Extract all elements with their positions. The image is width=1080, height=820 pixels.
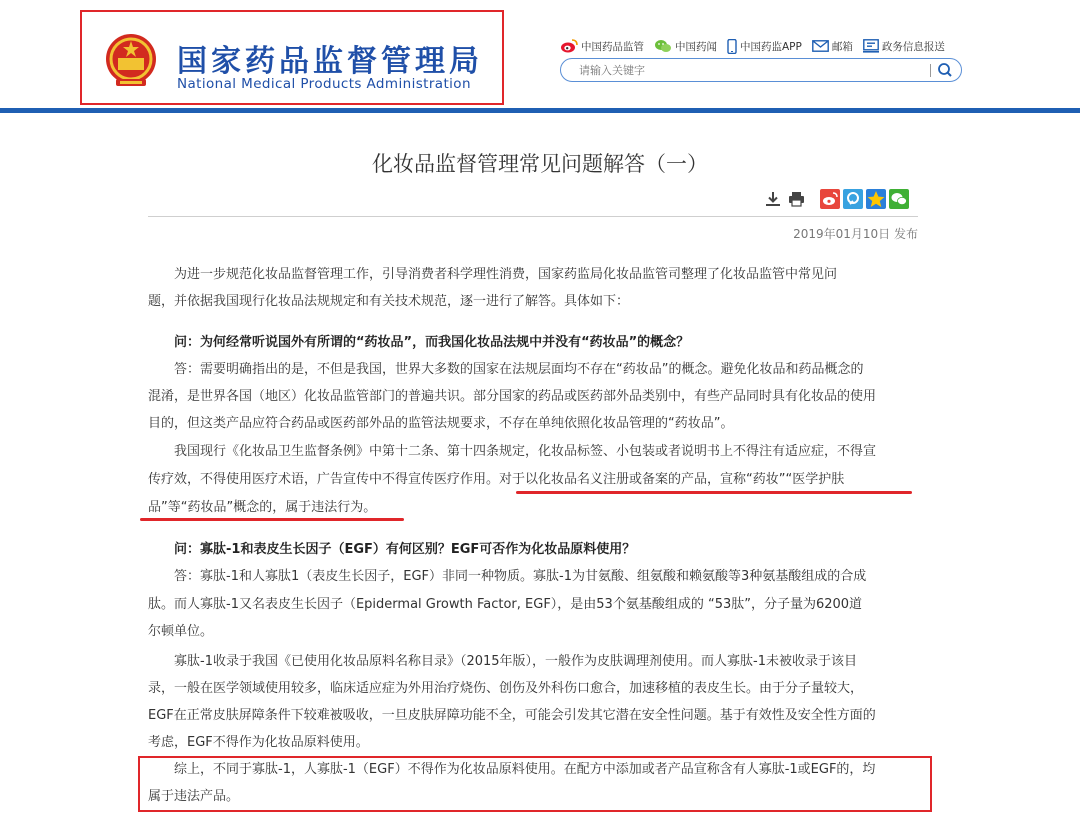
body-line: 答：寡肽-1和人寡肽1（表皮生长因子，EGF）非同一种物质。寡肽-1为甘氨酸、组氨酸和赖氨酸等3种氨基酸组成的合成 (174, 569, 867, 584)
body-line: 为进一步规范化妆品监督管理工作，引导消费者科学理性消费，国家药监局化妆品监管司整理了化妆品监管中常见问 (174, 267, 838, 282)
share-wechat-button[interactable] (889, 189, 909, 209)
weibo-icon (560, 39, 578, 53)
body-line: 混淆，是世界各国（地区）化妆品监管部门的普遍共识。部分国家的药品或医药部外品类别中，有些产品同时具有化妆品的使用 (148, 389, 877, 404)
article-tools (760, 188, 909, 210)
link-label: 中国药品监管 (581, 40, 644, 53)
body-line: 我国现行《化妆品卫生监督条例》中第十二条、第十四条规定，化妆品标签、小包装或者说明书上不得注有适应症，不得宣 (174, 444, 877, 459)
report-icon (863, 39, 879, 53)
print-icon (788, 191, 805, 207)
highlight-box (138, 756, 932, 812)
share-wechat-icon (889, 189, 909, 209)
search-divider (930, 64, 931, 77)
search-box (560, 58, 962, 82)
logo-title-cn: 国家药品监督管理局 (177, 44, 483, 79)
site-logo[interactable] (80, 10, 504, 105)
body-line: 肽。而人寡肽-1又名表皮生长因子（Epidermal Growth Factor, EGF），是由53个氨基酸组成的 “53肽”，分子量为6200道 (148, 597, 863, 612)
print-button[interactable] (786, 189, 806, 209)
share-qzone-button[interactable] (866, 189, 886, 209)
search-input[interactable] (579, 62, 919, 78)
publish-date: 2019年01月10日 发布 (793, 227, 918, 241)
body-line: 属于违法产品。 (148, 789, 240, 804)
body-line: 目的，但这类产品应符合药品或医药部外品的监管法规要求，不存在单纯依照化妆品管理的“药妆品”。 (148, 416, 734, 431)
download-button[interactable] (763, 189, 783, 209)
site-header (0, 0, 1080, 110)
link-label: 中国药监APP (740, 40, 802, 53)
search-icon[interactable] (935, 61, 955, 79)
link-label: 政务信息报送 (881, 40, 945, 53)
header-divider (0, 108, 1080, 113)
highlight-underline (516, 491, 912, 494)
national-emblem-icon (104, 32, 158, 90)
body-line: 答：需要明确指出的是，不但是我国，世界大多数的国家在法规层面均不存在“药妆品”的概念。避免化妆品和药品概念的 (174, 362, 864, 377)
link-wechat[interactable] (654, 39, 717, 54)
body-line: 尔顿单位。 (148, 624, 214, 639)
body-line: 题，并依据我国现行化妆品法规规定和有关技术规范，逐一进行了解答。具体如下： (148, 294, 630, 309)
question-heading: 问：为何经常听说国外有所谓的“药妆品”，而我国化妆品法规中并没有“药妆品”的概念？ (174, 335, 690, 350)
highlight-underline (140, 518, 404, 521)
link-mail[interactable] (812, 39, 853, 54)
mobile-icon (727, 39, 737, 54)
share-tqq-button[interactable] (843, 189, 863, 209)
quick-links (560, 38, 955, 54)
share-tqq-icon (843, 189, 863, 209)
body-line: 录，一般在医学领域使用较多，临床适应症为外用治疗烧伤、创伤及外科伤口愈合，加速移植的表皮生长。由于分子量较大， (148, 681, 864, 696)
logo-title-en: National Medical Products Administration (177, 76, 471, 92)
wechat-icon (654, 39, 672, 53)
share-qzone-icon (866, 189, 886, 209)
link-label: 中国药闻 (675, 40, 717, 53)
article-title: 化妆品监督管理常见问题解答（一） (372, 152, 708, 176)
share-weibo-button[interactable] (820, 189, 840, 209)
body-line: 寡肽-1收录于我国《已使用化妆品原料名称目录》（2015年版），一般作为皮肤调理剂使用。而人寡肽-1未被收录于该目 (174, 654, 858, 669)
link-report[interactable] (863, 39, 945, 54)
body-line: 品”等“药妆品”概念的，属于违法行为。 (148, 500, 377, 515)
body-line: 考虑，EGF不得作为化妆品原料使用。 (148, 735, 369, 750)
body-line: EGF在正常皮肤屏障条件下较难被吸收，一旦皮肤屏障功能不全，可能会引发其它潜在安全性问题。基于有效性及安全性方面的 (148, 708, 876, 723)
question-heading: 问：寡肽-1和表皮生长因子（EGF）有何区别？EGF可否作为化妆品原料使用？ (174, 542, 636, 557)
mail-icon (812, 40, 829, 52)
share-weibo-icon (820, 189, 840, 209)
link-weibo[interactable] (560, 39, 644, 54)
body-line: 传疗效，不得使用医疗术语，广告宣传中不得宣传医疗作用。对于以化妆品名义注册或备案的产品，宣称“药妆”“医学护肤 (148, 472, 845, 487)
link-label: 邮箱 (831, 40, 853, 53)
title-divider (148, 216, 918, 217)
link-app[interactable] (727, 39, 802, 54)
body-line: 综上，不同于寡肽-1，人寡肽-1（EGF）不得作为化妆品原料使用。在配方中添加或者产品宣称含有人寡肽-1或EGF的，均 (174, 762, 876, 777)
download-icon (765, 191, 781, 207)
